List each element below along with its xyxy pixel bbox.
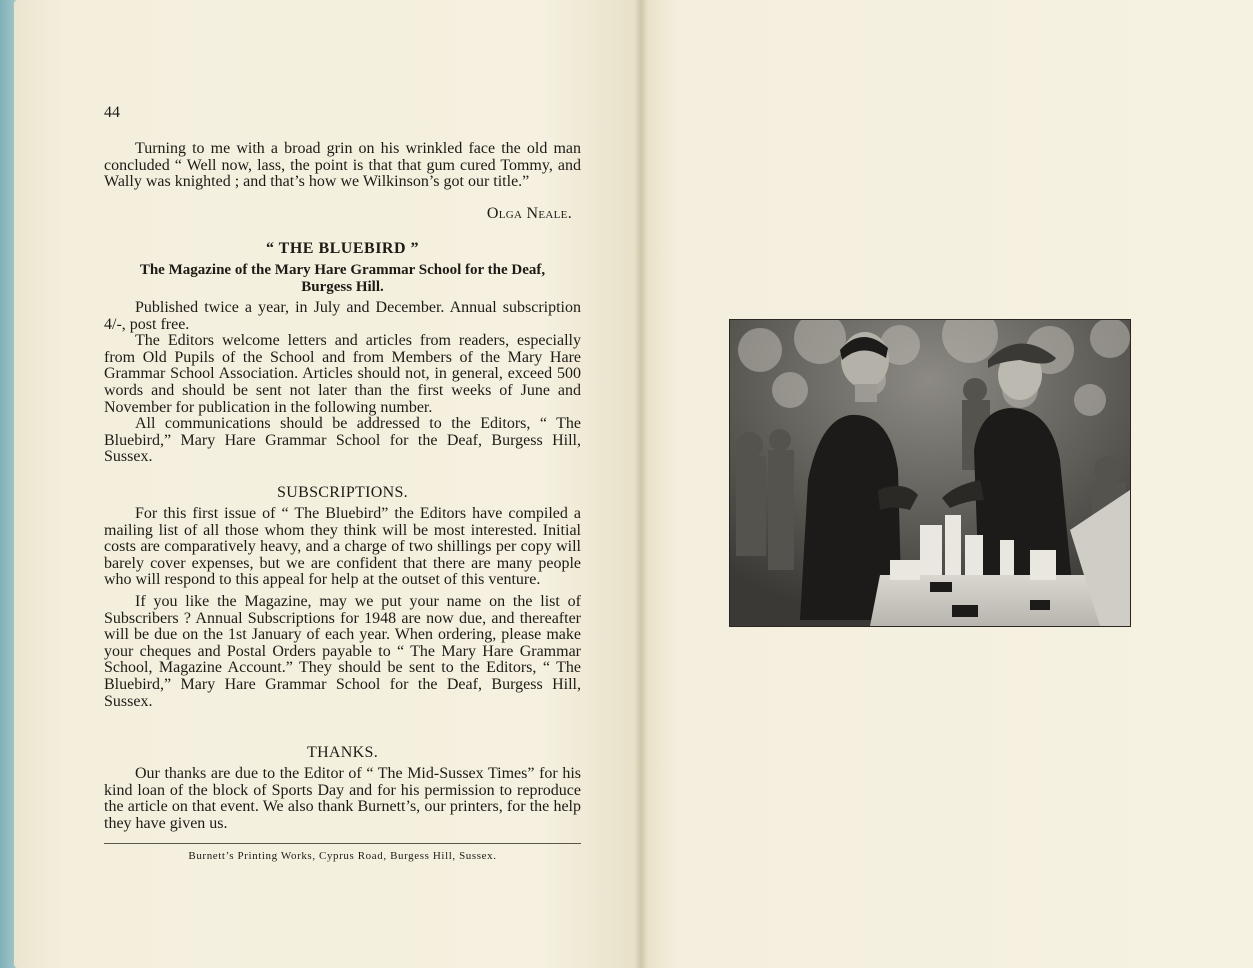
photo-illustration — [730, 320, 1130, 626]
bluebird-heading: “ THE BLUEBIRD ” — [265, 240, 420, 257]
author-signature — [487, 205, 572, 223]
paragraph: Our thanks are due to the Editor of “ The Mid-Sussex Times” for his kind loan of the block of Sports Day and for his permission to reproduce the article on that event. We also thank Burnett’s, our printers, for the help they have given us. — [104, 765, 581, 832]
page-number: 44 — [104, 104, 120, 121]
paragraph: All communications should be addressed to the Editors, “ The Bluebird,” Mary Hare Grammar School for the Deaf, Burgess Hill, Sussex. — [104, 415, 581, 466]
story-ending — [104, 141, 581, 191]
subtitle-line-2: Burgess Hill. — [301, 279, 384, 295]
subscriptions-heading: SUBSCRIPTIONS. — [277, 484, 408, 501]
paragraph: The Editors welcome letters and articles from readers, especially from Old Pupils of the School and from Members of the Mary Hare Grammar School Association. Articles should not, in general, exceed 500 words and should be sent not later than the first weeks of June and November for publication in the following number. — [104, 332, 581, 416]
gutter-shadow — [634, 0, 648, 968]
sports-day-photo — [729, 319, 1131, 627]
paragraph: For this first issue of “ The Bluebird” the Editors have compiled a mailing list of all those whom they think will be most interested. Initial costs are comparatively heavy, and a charge of two shillings per copy will barely cover expenses, but we are confident that there are many people who will respond to this appeal for help at the outset of this venture. — [104, 505, 581, 589]
subscriptions-section — [104, 506, 581, 710]
story-ending-text: Turning to me with a broad grin on his wrinkled face the old man concluded “ Well now, lass, the point is that that gum cured Tommy, and Wally was knighted ; and that’s how we Wilkinson’s got our title.” — [104, 140, 581, 191]
thanks-heading: THANKS. — [307, 744, 378, 761]
footer-rule — [104, 843, 581, 844]
thanks-section — [104, 766, 581, 832]
paragraph: Published twice a year, in July and December. Annual subscription 4/-, post free. — [104, 299, 581, 333]
subtitle-line-1: The Magazine of the Mary Hare Grammar School for the Deaf, — [139, 262, 546, 278]
printer-imprint: Burnett’s Printing Works, Cyprus Road, Burgess Hill, Sussex. — [188, 850, 497, 862]
bluebird-subtitle — [104, 262, 581, 296]
bluebird-section — [104, 300, 581, 466]
paragraph: If you like the Magazine, may we put your name on the list of Subscribers ? Annual Subscriptions for 1948 are now due, and thereafter will be due on the 1st January of each year. When ordering, please make your cheques and Postal Orders payable to “ The Mary Hare Grammar School, Magazine Account.” They should be sent to the Editors, “ The Bluebird,” Mary Hare Grammar School for the Deaf, Burgess Hill, Sussex. — [104, 592, 581, 710]
author-name: Olga Neale. — [486, 205, 572, 222]
